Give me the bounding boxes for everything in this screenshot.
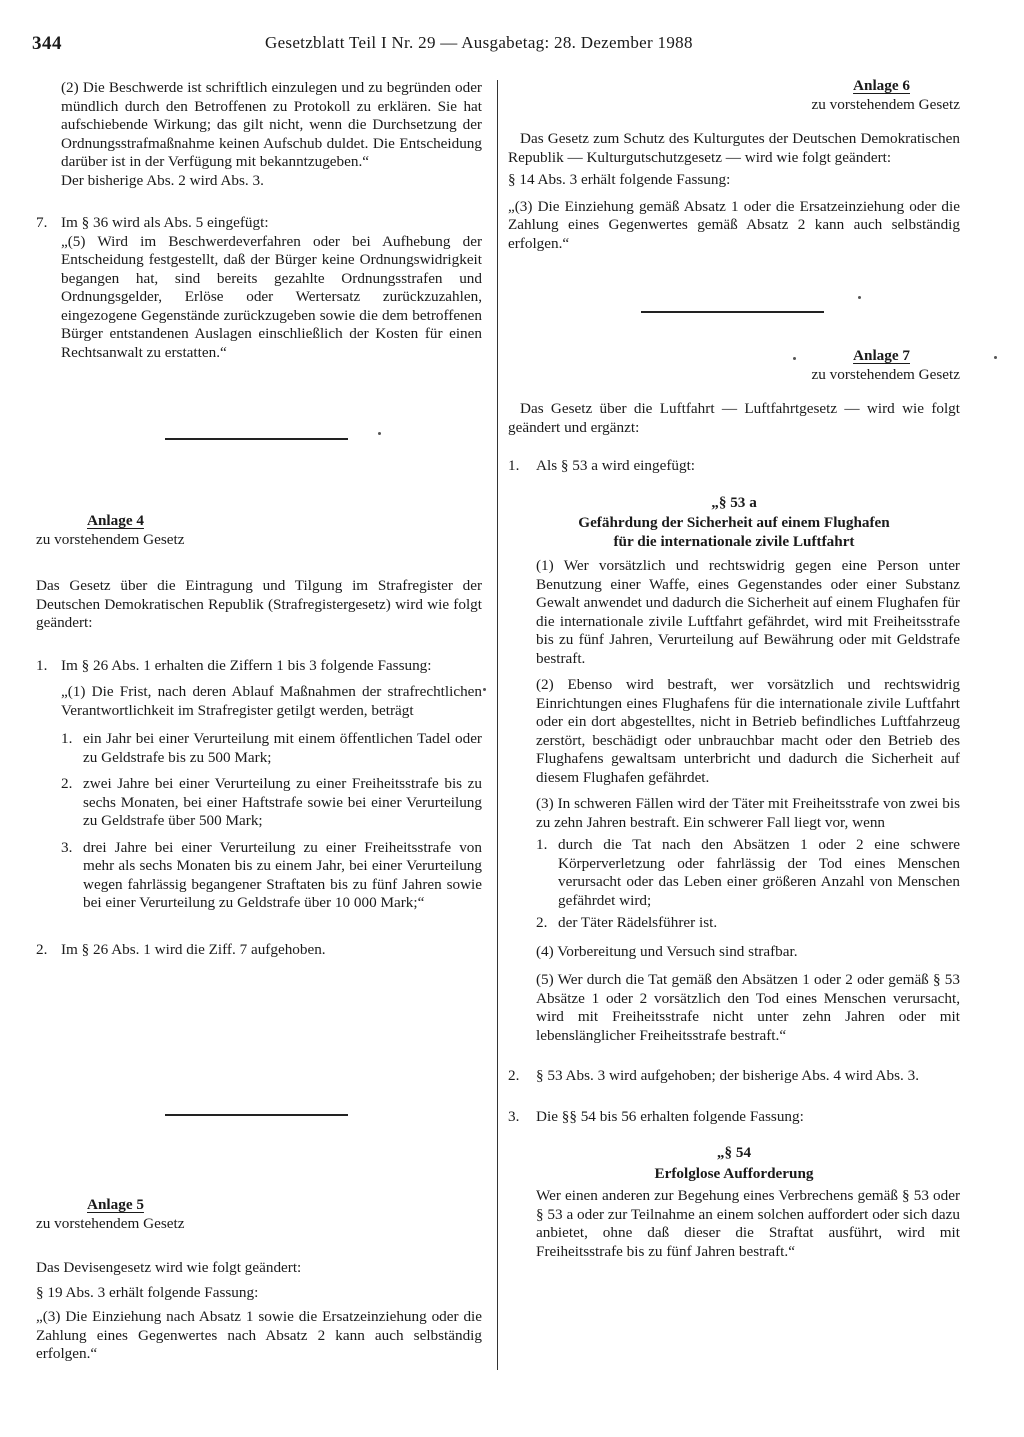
a7-item-2 xyxy=(508,1067,960,1086)
item-text: Als § 53 a wird eingefügt: xyxy=(536,457,696,474)
a4-subitem-2 xyxy=(61,775,482,831)
item-quote: „(5) Wird im Beschwerdeverfahren oder bei Aufhebung der Entscheidung festgestellt, daß der Bürger keine Ordnungswidrigkeit begangen hat, sind bereits gezahlte Ordnungsstrafen und Ordnungsgelder, Erlöse oder Wertersatz zurückzuzahlen, eingezogene Gegenstände zurückzugeben sowie die dem betroffenen Bürger entstandenen Auslagen einschließlich der Kosten für einen Rechtsanwalt zu erstatten.“ xyxy=(61,232,482,361)
anlage-5-line: § 19 Abs. 3 erhält folgende Fassung: xyxy=(36,1283,259,1301)
subitem-number: 1. xyxy=(61,730,73,747)
paragraph-54-text: Wer einen anderen zur Begehung eines Verbrechens gemäß § 53 oder § 53 a oder zur Teilnahme an einem solchen auffordert oder sich dazu anbietet, ohne daß dieser die Straftat ausführt, wird mit Freiheitsstrafe bis zu fünf Jahren bestraft.“ xyxy=(536,1187,960,1260)
abs-1: (1) Wer vorsätzlich und rechtswidrig gegen eine Person unter Benutzung einer Waffe, eines Gegenstandes oder einer Substanz Gewalt anwendet und dadurch die Sicherheit auf einem Flughafen für die internationale zivile Luftfahrt gefährdet, wird mit Freiheitsstrafe bis zu fünf Jahren, Verurteilung auf Bewährung oder mit Geldstrafe bestraft. xyxy=(536,557,960,667)
anlage-4-section xyxy=(36,512,482,959)
beschwerde-paragraph: (2) Die Beschwerde ist schriftlich einzulegen und zu begründen oder mündlich durch den Betroffenen zu Protokoll zu erklären. Sie hat aufschiebende Wirkung; das gilt nicht, wenn die Durchsetzung der Ordnungsstrafmaßnahme keinen Aufschub duldet. Die Entscheidung darüber ist in der Verfügung mit bekanntzugeben.“ xyxy=(61,79,482,170)
scan-speck xyxy=(793,357,796,360)
subitem-number: 2. xyxy=(536,914,548,931)
item-text: Im § 26 Abs. 1 wird die Ziff. 7 aufgehoben. xyxy=(61,940,326,958)
anlage-7-subtitle: zu vorstehendem Gesetz xyxy=(811,365,960,383)
a4-subitem-1 xyxy=(61,730,482,767)
anlage-5-quote: „(3) Die Einziehung nach Absatz 1 sowie die Ersatzeinziehung oder die Zahlung eines Gegenwertes nach Absatz 2 kann auch selbständig erfolgen.“ xyxy=(36,1308,482,1362)
abs-3: (3) In schweren Fällen wird der Täter mit Freiheitsstrafe von zwei bis zu zehn Jahren bestraft. Ein schwerer Fall liegt vor, wenn xyxy=(536,795,960,831)
anlage-7-title: Anlage 7 xyxy=(853,347,910,364)
item-number: 2. xyxy=(36,940,48,958)
abs-4: (4) Vorbereitung und Versuch sind strafbar. xyxy=(536,942,798,960)
anlage-6-section xyxy=(508,77,960,253)
abs-5: (5) Wer durch die Tat gemäß den Absätzen 1 oder 2 oder gemäß § 53 Absätze 1 oder 2 vorsätzlich den Tod eines Menschen verursacht, wird mit Freiheitsstrafe nicht unter zehn Jahren oder mit lebenslänglicher Freiheitsstrafe bestraft.“ xyxy=(536,971,960,1044)
a7-item-3 xyxy=(508,1108,960,1127)
item-text: § 53 Abs. 3 wird aufgehoben; der bisherige Abs. 4 wird Abs. 3. xyxy=(536,1067,920,1084)
a7-item-1 xyxy=(508,457,960,476)
column-divider xyxy=(497,80,498,1370)
page-header-title: Gesetzblatt Teil I Nr. 29 — Ausgabetag: 28. Dezember 1988 xyxy=(265,33,693,52)
item-number: 3. xyxy=(508,1107,520,1125)
item-number: 2. xyxy=(508,1067,520,1084)
abs-3-sub-1 xyxy=(536,836,960,910)
anlage-4-subtitle: zu vorstehendem Gesetz xyxy=(36,530,185,548)
paragraph-54-title: Erfolglose Aufforderung xyxy=(654,1164,814,1182)
subitem-text: zwei Jahre bei einer Verurteilung zu einer Freiheitsstrafe bis zu sechs Monaten, bei einer Haftstrafe sowie bei einer Verurteilung zu Geldstrafe über 500 Mark; xyxy=(83,775,482,829)
item-text: Die §§ 54 bis 56 erhalten folgende Fassung: xyxy=(536,1107,804,1125)
left-col-top xyxy=(36,79,482,362)
item-quote: „(1) Die Frist, nach deren Ablauf Maßnahmen der strafrechtlichen Verantwortlichkeit im Strafregister getilgt werden, beträgt xyxy=(61,683,482,719)
item-number: 1. xyxy=(508,457,520,474)
paragraph-54-heading: „§ 54 xyxy=(716,1144,752,1161)
paragraph-54-body xyxy=(508,1187,960,1261)
anlage-7-section xyxy=(508,347,960,1261)
anlage-5-title: Anlage 5 xyxy=(87,1196,144,1213)
subitem-text: drei Jahre bei einer Verurteilung zu einer Freiheitsstrafe von mehr als sechs Monaten bis zu einem Jahr, bei einer Verurteilung wegen fahrlässig begangener Straftaten bis zu fünf Jahren sowie bei einer Verurteilung zu Geldstrafe über 10 000 Mark;“ xyxy=(83,838,482,911)
a4-item-2 xyxy=(36,941,482,960)
scan-speck xyxy=(483,688,486,691)
item-7 xyxy=(36,214,482,362)
subitem-number: 1. xyxy=(536,836,548,853)
anlage-6-subtitle: zu vorstehendem Gesetz xyxy=(811,95,960,113)
item-number: 7. xyxy=(36,214,48,231)
page-number: 344 xyxy=(32,33,62,54)
subitem-text: durch die Tat nach den Absätzen 1 oder 2 eine schwere Körperverletzung oder fahrlässig der Tod eines Menschen verursacht oder das Leben einer größeren Anzahl von Menschen gefährdet wird; xyxy=(558,836,960,909)
section-separator xyxy=(165,1114,348,1116)
anlage-5-subtitle: zu vorstehendem Gesetz xyxy=(36,1214,185,1232)
section-separator xyxy=(165,438,348,440)
anlage-6-quote: „(3) Die Einziehung gemäß Absatz 1 oder die Ersatzeinziehung oder die Zahlung eines Gegenwertes gemäß Absatz 2 kann auch selbständig erfolgen.“ xyxy=(508,197,960,252)
subitem-text: der Täter Rädelsführer ist. xyxy=(558,914,718,931)
item-number: 1. xyxy=(36,656,48,674)
abs-2: (2) Ebenso wird bestraft, wer vorsätzlich und rechtswidrig Einrichtungen eines Flughafens für die internationale zivile Luftfahrt oder ein dort abgestelltes, nicht in Betrieb befindliches Luftfahrzeug zerstört, beschädigt oder unbrauchbar macht oder den Betrieb des Flughafens gewaltsam unterbricht und dadurch die Sicherheit auf diesem Flughafen gefährdet. xyxy=(536,676,960,786)
anlage-4-intro: Das Gesetz über die Eintragung und Tilgung im Strafregister der Deutschen Demokratischen Republik (Strafregistergesetz) wird wie folgt geändert: xyxy=(36,577,482,631)
anlage-6-title: Anlage 6 xyxy=(853,77,910,94)
anlage-4-title: Anlage 4 xyxy=(87,512,144,529)
scan-speck xyxy=(378,432,381,435)
scan-speck xyxy=(994,356,997,359)
subitem-number: 2. xyxy=(61,775,73,792)
anlage-7-intro: Das Gesetz über die Luftfahrt — Luftfahrtgesetz — wird wie folgt geändert und ergänzt: xyxy=(508,400,960,436)
abs-3-sub-2 xyxy=(536,914,960,933)
subitem-text: ein Jahr bei einer Verurteilung mit einem öffentlichen Tadel oder zu Geldstrafe bis zu 500 Mark; xyxy=(83,730,482,766)
item-text: Im § 26 Abs. 1 erhalten die Ziffern 1 bis 3 folgende Fassung: xyxy=(61,656,432,674)
scan-speck xyxy=(858,296,861,299)
anlage-6-line: § 14 Abs. 3 erhält folgende Fassung: xyxy=(508,171,731,188)
item-text: Im § 36 wird als Abs. 5 eingefügt: xyxy=(61,214,269,231)
paragraph-53a-title-2: für die internationale zivile Luftfahrt xyxy=(613,532,855,550)
paragraph-53a-body xyxy=(508,557,960,1045)
a4-item-1 xyxy=(36,657,482,913)
subitem-number: 3. xyxy=(61,838,73,856)
anlage-6-intro: Das Gesetz zum Schutz des Kulturgutes der Deutschen Demokratischen Republik — Kulturgutschutzgesetz — wird wie folgt geändert: xyxy=(508,130,960,166)
paragraph-53a-heading: „§ 53 a xyxy=(711,493,757,511)
a4-subitem-3 xyxy=(61,839,482,913)
section-separator xyxy=(641,311,824,313)
anlage-5-intro: Das Devisengesetz wird wie folgt geändert: xyxy=(36,1259,302,1276)
paragraph-53a-title-1: Gefährdung der Sicherheit auf einem Flughafen xyxy=(578,514,890,531)
abs-note: Der bisherige Abs. 2 wird Abs. 3. xyxy=(61,171,264,189)
anlage-5-section xyxy=(36,1196,482,1364)
